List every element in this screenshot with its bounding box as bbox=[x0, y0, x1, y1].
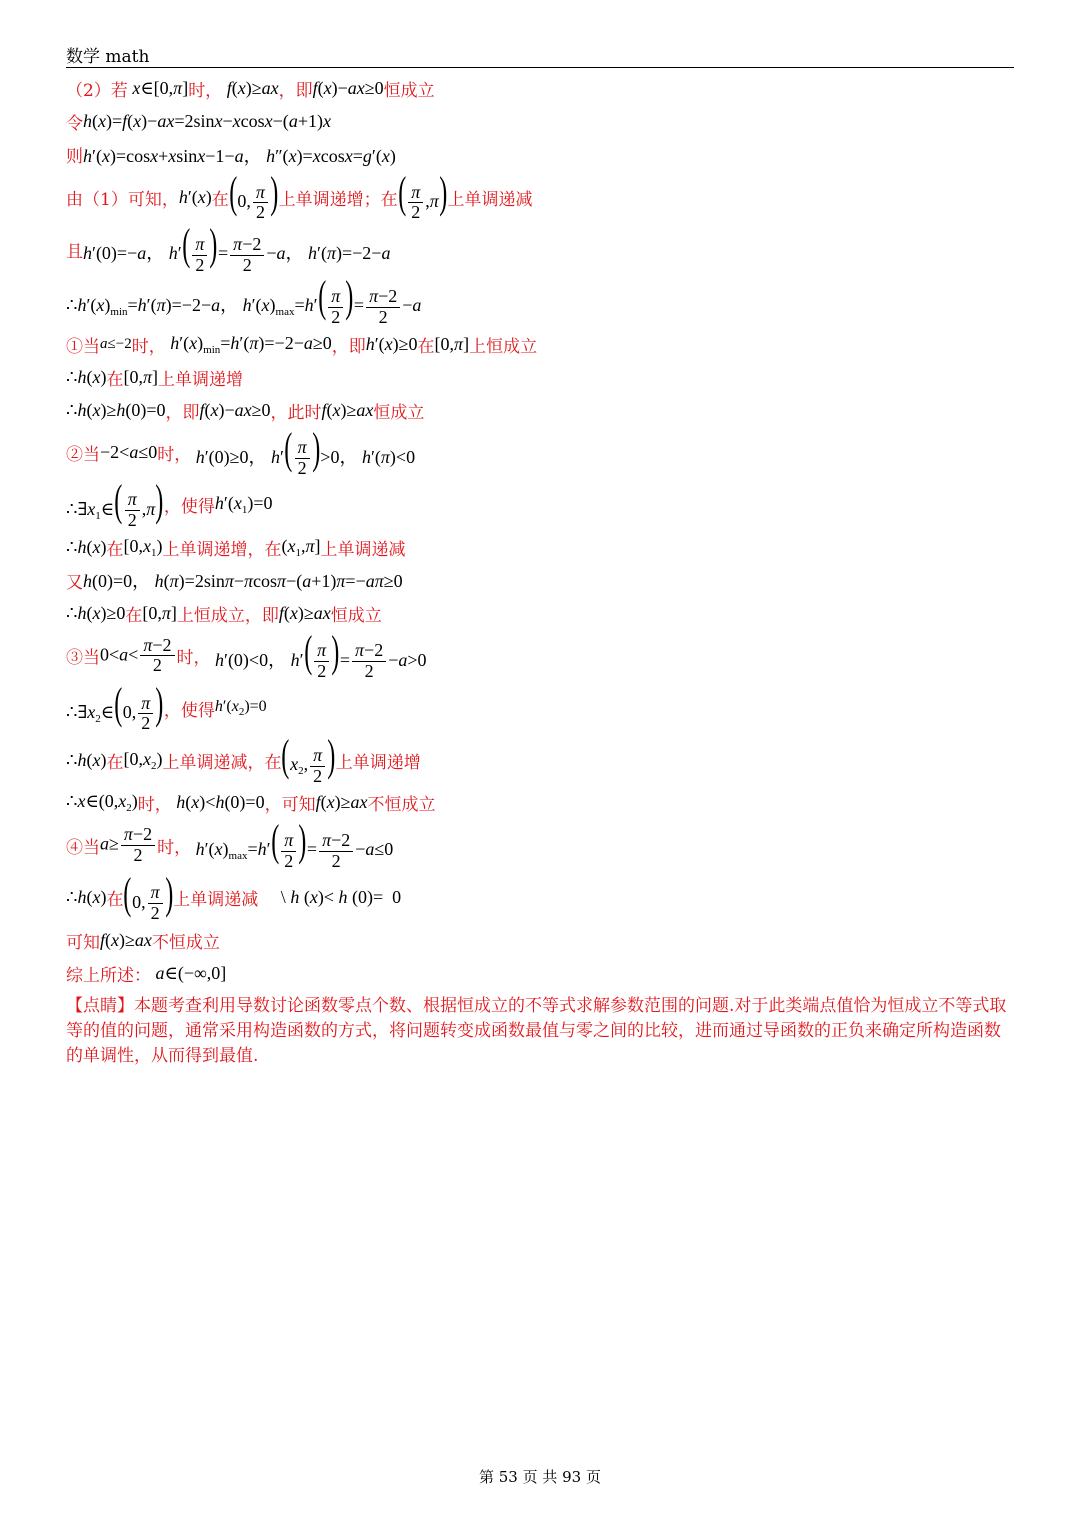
solution-line-8: ∴h(x)≥h(0)=0 ，即 f(x)−ax≥0 ，此时 f(x)≥ax 恒成立 bbox=[66, 399, 425, 423]
solution-line-4: 且 h′(0)=−a， h′( $\frac{\pi}{2}$ )= $\frac{\pi-2}{2}$ −a， h′(π)=−2−a bbox=[66, 220, 391, 275]
comment-block bbox=[66, 994, 1014, 1069]
solution-line-21: 综上所述： a∈(−∞,0] bbox=[66, 962, 227, 986]
solution-line-19: ∴h(x) 在 (0, $\frac{\pi}{2}$ ) 上单调递减 \ h (x)< h (0)= 0 bbox=[66, 868, 402, 923]
solution-line-18: ④当 a≥ $\frac{\pi-2}{2}$ 时， $h'(x)_{max}=h'$( $\frac{\pi}{2}$ )= $\frac{\pi-2}{2}$ −a≤0 bbox=[66, 816, 394, 871]
solution-line-3: 由（1）可知， h′(x) 在 (0, $\frac{\pi}{2}$ ) 上单调递增；在 ( $\frac{\pi}{2}$ ,π) 上单调递减 bbox=[66, 168, 533, 223]
header-rule bbox=[66, 67, 1014, 68]
page-footer: 第 53 页 共 93 页 bbox=[478, 1468, 601, 1486]
solution-line-6: ①当 a≤−2 时， $h'(x)_{min}=h'(\pi)=-2-a\ge 0$ ，即 h′(x)≥0 在 [0,π] 上恒成立 bbox=[66, 332, 538, 357]
comment-tag: 【点睛】 bbox=[66, 995, 134, 1016]
comment-text: 本题考查利用导数讨论函数零点个数、根据恒成立的不等式求解参数范围的问题.对于此类端点值恰为恒成立不等式取等的值的问题，通常采用构造函数的方式，将问题转变成函数最值与零之间的比较，进而通过导函数的正负来确定所构造函数的单调性，从而得到最值. bbox=[66, 995, 1007, 1066]
page-header: 数学 math bbox=[66, 47, 150, 67]
solution-line-10: $\therefore\exists x_1\in$( $\frac{\pi}{2}$ ,π) ，使得 $h'(x_1)=0$ bbox=[66, 475, 273, 531]
solution-line-17: $\therefore x\in(0,x_2)$ 时， h(x)<h(0)=0 ，可知 f(x)≥ax 不恒成立 bbox=[66, 791, 436, 816]
solution-line-2: 则 h′(x)=cosx+xsinx−1−a， h″(x)=xcosx=g′(x) bbox=[66, 145, 396, 167]
solution-line-5: $\therefore h'(x)_{min}=h'(\pi)=-2-a$， $h'(x)_{max}=h'$( $\frac{\pi}{2}$ )= $\frac{\pi-2}{2}$ −a bbox=[66, 272, 422, 327]
solution-line-14: ③当 0<a< $\frac{\pi-2}{2}$ 时， h′(0)<0， h′( $\frac{\pi}{2}$ )= $\frac{\pi-2}{2}$ −a>0 bbox=[66, 626, 427, 682]
solution-line-20: 可知 f(x)≥ax 不恒成立 bbox=[66, 929, 220, 953]
solution-line-1: 令 h(x)=f(x)−ax=2sinx−xcosx−(a+1)x bbox=[66, 111, 331, 134]
solution-line-7: ∴h(x) 在 [0,π] 上单调递增 bbox=[66, 366, 243, 390]
solution-line-0: （2）若 x∈[0,π] 时， f(x)≥ax ，即 f(x)−ax≥0 恒成立 bbox=[66, 78, 435, 101]
solution-line-9: ②当 −2<a≤0 时， h′(0)≥0， h′( $\frac{\pi}{2}$ )>0， h′(π)<0 bbox=[66, 423, 416, 478]
solution-line-16: ∴h(x) 在 $[0,x_2)$ 上单调递减，在 ($x_2$, $\frac{\pi}{2}$ ) 上单调递增 bbox=[66, 731, 421, 786]
solution-line-12: 又 h(0)=0， h(π)=2sinπ−πcosπ−(a+1)π=−aπ≥0 bbox=[66, 571, 403, 593]
solution-body bbox=[66, 72, 1014, 1069]
solution-line-15: $\therefore\exists x_2\in(0$, $\frac{\pi}{2}$ ) ，使得 $h'(x_2)=0$ bbox=[66, 679, 267, 734]
solution-line-11: ∴h(x) 在 $[0,x_1)$ 上单调递增，在 $(x_1,\pi]$ 上单调递减 bbox=[66, 535, 406, 560]
solution-line-13: ∴h(x)≥0 在 [0,π] 上恒成立，即 f(x)≥ax 恒成立 bbox=[66, 602, 382, 626]
